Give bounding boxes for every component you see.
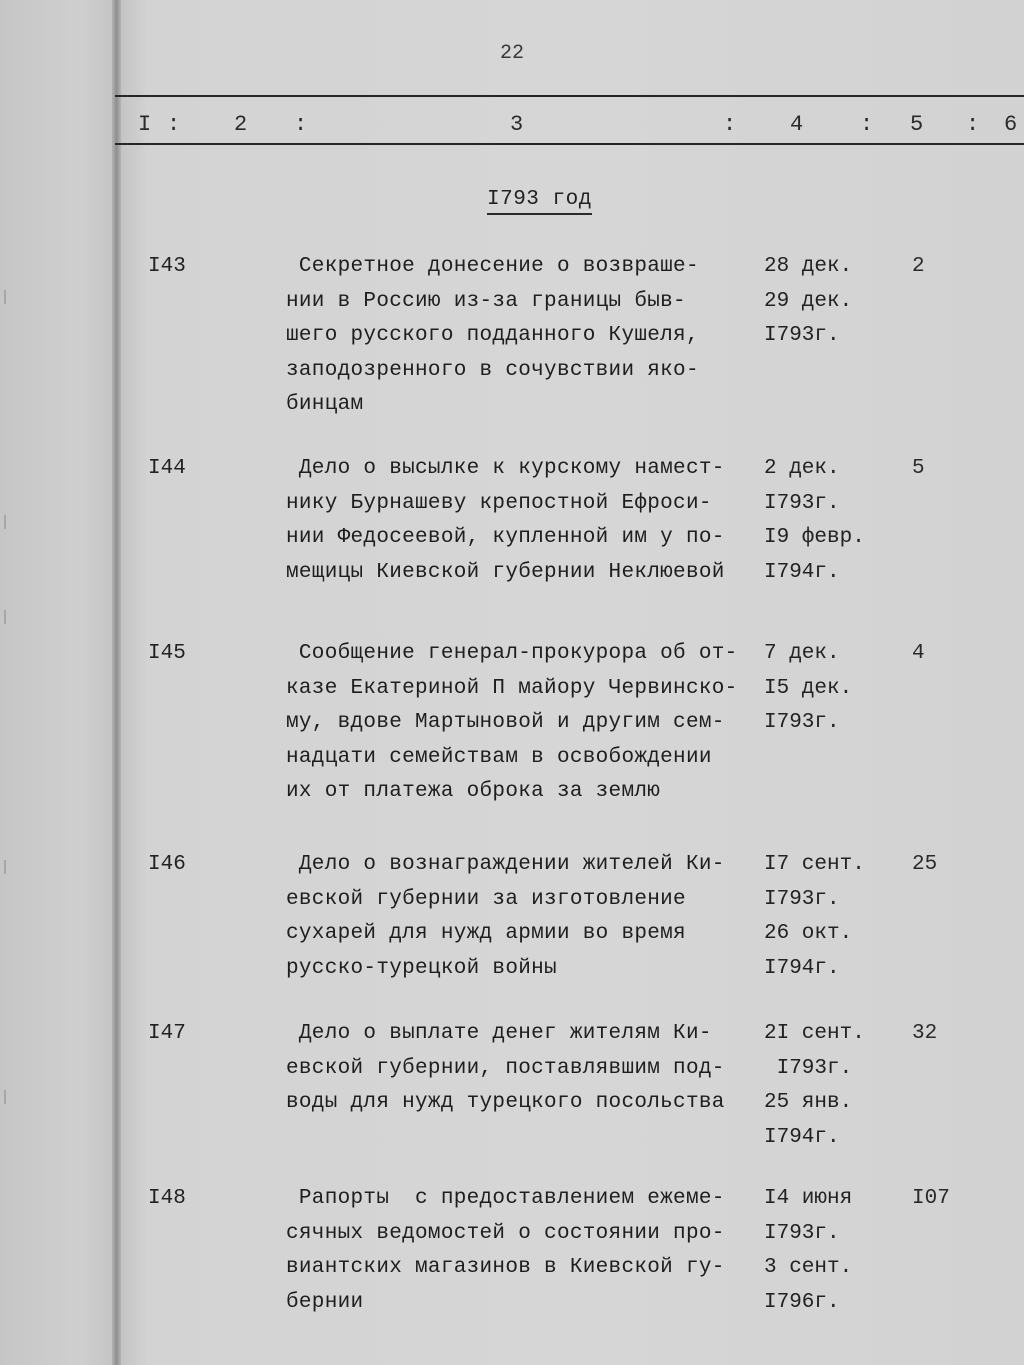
date-line: I793г. bbox=[764, 1221, 840, 1245]
entry-dates bbox=[764, 452, 904, 590]
entry-sheet-count: 2 bbox=[912, 255, 925, 278]
entry-dates bbox=[764, 250, 904, 354]
column-separator: : bbox=[294, 112, 308, 137]
column-header-label: 2 bbox=[234, 112, 248, 137]
entry-description bbox=[286, 1017, 776, 1121]
date-line: I793г. bbox=[764, 324, 840, 347]
entry-description bbox=[286, 452, 776, 590]
entry-sheet-count: 32 bbox=[912, 1022, 938, 1045]
column-separator: : bbox=[966, 112, 980, 137]
entry-number: I48 bbox=[148, 1187, 186, 1210]
description-line: Дело о выплате денег жителям Ки- bbox=[286, 1022, 712, 1045]
description-line: воды для нужд турецкого посольства bbox=[286, 1091, 725, 1114]
column-header-label: 4 bbox=[790, 112, 804, 137]
entry-description bbox=[286, 848, 776, 986]
description-line: виантских магазинов в Киевской гу- bbox=[286, 1256, 725, 1279]
column-separator: : bbox=[167, 112, 181, 137]
entry-description bbox=[286, 637, 776, 810]
bleed-through-mark bbox=[4, 290, 12, 304]
header-rule-bottom bbox=[115, 143, 1024, 145]
entry-dates bbox=[764, 1017, 904, 1155]
entry-number: I45 bbox=[148, 642, 186, 665]
bleed-through-mark bbox=[4, 610, 12, 624]
date-line: 29 дек. bbox=[764, 289, 853, 313]
date-line: I794г. bbox=[764, 956, 840, 980]
date-line: I793г. bbox=[764, 711, 840, 734]
description-line: шего русского подданного Кушеля, bbox=[286, 324, 699, 347]
date-line: I5 дек. bbox=[764, 676, 853, 700]
entry-sheet-count: 4 bbox=[912, 642, 925, 665]
description-line: Рапорты с предоставлением ежеме- bbox=[286, 1187, 725, 1210]
entry-dates bbox=[764, 1182, 904, 1320]
date-line: I794г. bbox=[764, 560, 840, 584]
date-line: I794г. bbox=[764, 1125, 840, 1149]
column-header-label: I bbox=[138, 112, 152, 137]
date-line: 28 дек. bbox=[764, 255, 853, 278]
column-header-label: 5 bbox=[910, 112, 924, 137]
entry-number: I46 bbox=[148, 853, 186, 876]
description-line: казе Екатериной П майору Червинско- bbox=[286, 676, 738, 700]
description-line: заподозренного в сочувствии яко- bbox=[286, 358, 699, 382]
date-line: I793г. bbox=[764, 1056, 853, 1080]
entry-description bbox=[286, 1182, 776, 1320]
description-line: евской губернии за изготовление bbox=[286, 887, 686, 911]
column-header-label: 6 bbox=[1004, 112, 1018, 137]
description-line: сухарей для нужд армии во время bbox=[286, 922, 686, 945]
description-line: бинцам bbox=[286, 393, 364, 416]
date-line: 26 окт. bbox=[764, 922, 853, 945]
page-number: 22 bbox=[500, 42, 525, 65]
description-line: Сообщение генерал-прокурора об от- bbox=[286, 642, 738, 665]
date-line: I796г. bbox=[764, 1290, 840, 1314]
date-line: I4 июня bbox=[764, 1187, 853, 1210]
date-line: 7 дек. bbox=[764, 642, 840, 665]
column-header-label: 3 bbox=[510, 112, 524, 137]
description-line: мещицы Киевской губернии Неклюевой bbox=[286, 560, 725, 584]
entry-sheet-count: I07 bbox=[912, 1187, 950, 1210]
date-line: 2I сент. bbox=[764, 1022, 865, 1045]
header-rule-top bbox=[115, 95, 1024, 97]
description-line: евской губернии, поставлявшим под- bbox=[286, 1056, 725, 1080]
description-line: их от платежа оброка за землю bbox=[286, 780, 661, 803]
entry-sheet-count: 25 bbox=[912, 853, 938, 876]
entry-sheet-count: 5 bbox=[912, 457, 925, 480]
description-line: му, вдове Мартыновой и другим сем- bbox=[286, 711, 725, 734]
entry-description bbox=[286, 250, 776, 423]
bleed-through-mark bbox=[4, 1090, 12, 1104]
entry-number: I47 bbox=[148, 1022, 186, 1045]
bleed-through-mark bbox=[4, 515, 12, 529]
entry-number: I44 bbox=[148, 457, 186, 480]
description-line: нии в Россию из-за границы быв- bbox=[286, 289, 686, 313]
column-separator: : bbox=[860, 112, 874, 137]
date-line: I793г. bbox=[764, 491, 840, 515]
description-line: надцати семействам в освобождении bbox=[286, 745, 712, 769]
date-line: 2 дек. bbox=[764, 457, 840, 480]
date-line: I7 сент. bbox=[764, 853, 865, 876]
description-line: русско-турецкой войны bbox=[286, 956, 557, 980]
description-line: бернии bbox=[286, 1290, 364, 1314]
description-line: Дело о вознаграждении жителей Ки- bbox=[286, 853, 725, 876]
year-heading: I793 год bbox=[487, 188, 592, 215]
bleed-through-mark bbox=[4, 860, 12, 874]
description-line: Дело о высылке к курскому намест- bbox=[286, 457, 725, 480]
date-line: I793г. bbox=[764, 887, 840, 911]
description-line: Секретное донесение о возврашe- bbox=[286, 255, 699, 278]
date-line: 25 янв. bbox=[764, 1091, 853, 1114]
date-line: 3 сент. bbox=[764, 1256, 853, 1279]
entry-number: I43 bbox=[148, 255, 186, 278]
adjacent-page-edge bbox=[0, 0, 118, 1365]
entry-dates bbox=[764, 848, 904, 986]
entry-dates bbox=[764, 637, 904, 741]
column-separator: : bbox=[723, 112, 737, 137]
description-line: сячных ведомостей о состоянии про- bbox=[286, 1221, 725, 1245]
description-line: нии Федосеевой, купленной им у по- bbox=[286, 526, 725, 549]
description-line: нику Бурнашеву крепостной Ефроси- bbox=[286, 491, 712, 515]
date-line: I9 февр. bbox=[764, 526, 865, 549]
